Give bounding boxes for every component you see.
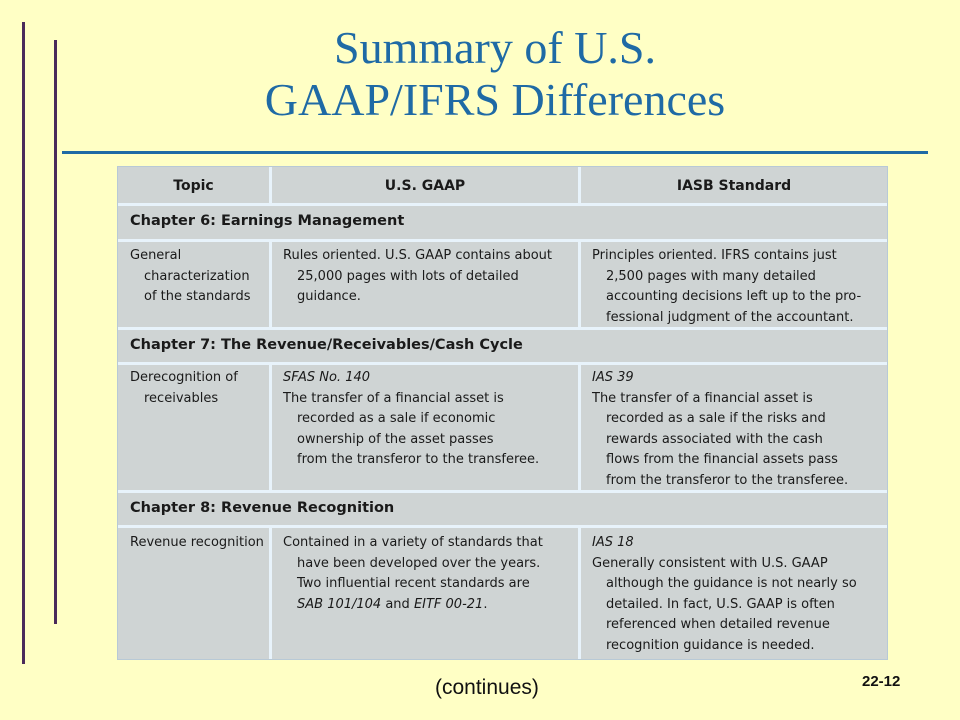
us-gaap-line: Contained in a variety of standards that: [283, 535, 543, 550]
iasb-standard-label: IAS 39: [592, 370, 634, 385]
iasb-line: detailed. In fact, U.S. GAAP is often: [606, 596, 835, 612]
column-divider-1: [269, 239, 272, 328]
column-divider-2: [578, 362, 581, 492]
topic-line: of the standards: [144, 289, 251, 304]
column-divider-2: [578, 525, 581, 659]
row-divider: [118, 239, 887, 242]
topic-line: receivables: [144, 390, 219, 406]
iasb-cell: [592, 533, 884, 656]
us-gaap-line: from the transferor to the transferee.: [297, 452, 540, 467]
row-divider: [118, 203, 887, 206]
iasb-line: accounting decisions left up to the pro-: [606, 289, 862, 304]
iasb-line: from the transferor to the transferee.: [606, 472, 849, 488]
section-heading-chapter-7: Chapter 7: The Revenue/Receivables/Cash Cycle: [130, 337, 523, 353]
iasb-cell: [592, 368, 884, 491]
left-decorative-bar-inner: [54, 40, 57, 624]
slide-title: [62, 22, 928, 126]
us-gaap-line: The transfer of a financial asset is: [283, 390, 504, 406]
topic-line: characterization: [144, 268, 250, 284]
section-heading-chapter-8: Chapter 8: Revenue Recognition: [130, 500, 395, 516]
header-iasb-standard: IASB Standard: [676, 178, 792, 194]
topic-line: General: [130, 248, 182, 263]
title-underline: [62, 151, 928, 154]
slide-title-line-1: Summary of U.S.: [334, 22, 656, 73]
iasb-line: 2,500 pages with many detailed: [606, 268, 816, 284]
us-gaap-line: recorded as a sale if economic: [297, 411, 496, 426]
left-decorative-bar-outer: [22, 22, 25, 664]
column-divider-2: [578, 239, 581, 328]
column-divider-1: [269, 525, 272, 659]
row-divider: [118, 362, 887, 365]
us-gaap-line: guidance.: [297, 289, 361, 304]
us-gaap-cell: [283, 368, 575, 471]
section-heading-chapter-6: Chapter 6: Earnings Management: [130, 213, 405, 229]
iasb-line: rewards associated with the cash: [606, 431, 823, 447]
us-gaap-line: Rules oriented. U.S. GAAP contains about: [283, 248, 552, 263]
iasb-line: The transfer of a financial asset is: [592, 390, 813, 406]
slide-title-line-2: GAAP/IFRS Differences: [264, 74, 726, 125]
eitf-reference: EITF 00-21: [413, 596, 484, 612]
us-gaap-cell: [283, 246, 575, 308]
topic-line: Revenue recognition: [130, 535, 264, 550]
row-divider: [118, 525, 887, 528]
iasb-line: although the guidance is not nearly so: [606, 576, 857, 591]
conjunction: and: [381, 596, 414, 612]
iasb-cell: [592, 246, 884, 328]
iasb-line: Generally consistent with U.S. GAAP: [592, 555, 828, 571]
column-divider-1: [269, 362, 272, 492]
us-gaap-line: 25,000 pages with lots of detailed: [297, 268, 519, 284]
period: .: [483, 596, 488, 612]
page-number: 22-12: [862, 673, 901, 690]
iasb-line: fessional judgment of the accountant.: [606, 309, 854, 325]
topic-cell: [130, 246, 266, 308]
iasb-line: Principles oriented. IFRS contains just: [592, 248, 837, 263]
iasb-line: recognition guidance is needed.: [606, 637, 815, 653]
topic-line: Derecognition of: [130, 370, 238, 385]
sab-reference: SAB 101/104: [297, 596, 382, 612]
header-topic: Topic: [173, 178, 214, 194]
us-gaap-line: [283, 595, 575, 616]
iasb-standard-label: IAS 18: [592, 535, 634, 550]
differences-table: [117, 166, 888, 660]
us-gaap-line: have been developed over the years.: [297, 555, 541, 571]
us-gaap-line: ownership of the asset passes: [297, 431, 494, 447]
topic-cell: [130, 368, 266, 409]
topic-cell: [130, 533, 268, 554]
iasb-line: referenced when detailed revenue: [606, 617, 830, 632]
us-gaap-line: Two influential recent standards are: [297, 576, 530, 591]
header-us-gaap: U.S. GAAP: [384, 178, 466, 194]
us-gaap-cell: [283, 533, 575, 615]
iasb-line: recorded as a sale if the risks and: [606, 411, 826, 426]
us-gaap-standard-label: SFAS No. 140: [283, 370, 371, 385]
iasb-line: flows from the financial assets pass: [606, 452, 838, 467]
continues-note: (continues): [435, 676, 539, 699]
